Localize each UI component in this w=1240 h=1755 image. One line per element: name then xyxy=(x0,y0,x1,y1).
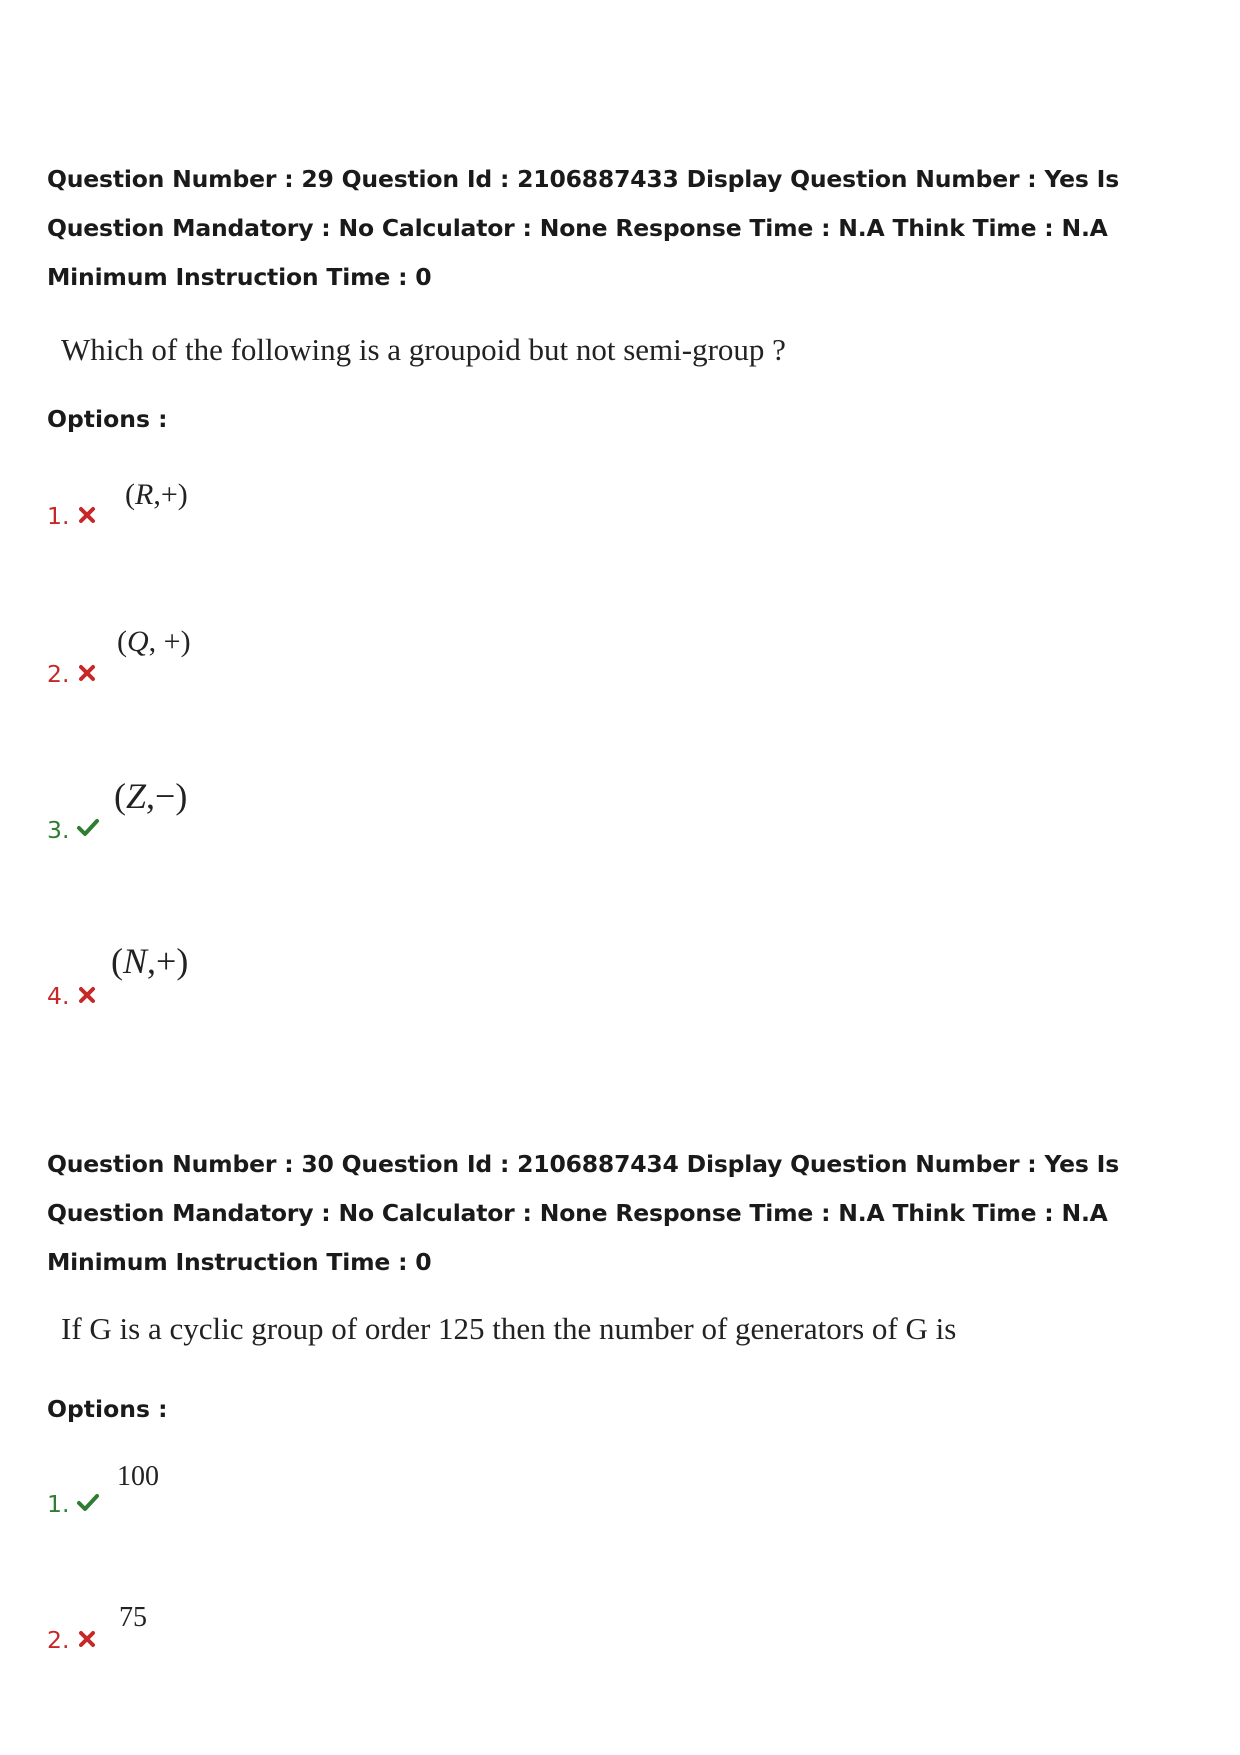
q29-option-1-value: (R,+) xyxy=(125,478,188,511)
cross-icon xyxy=(77,1629,97,1649)
q29-option-3-value: (Z,−) xyxy=(114,776,188,816)
question-30-header: Question Number : 30 Question Id : 2106887434 Display Question Number : Yes Is Question Mandatory : No Calculator : None Response Time : N.A Think Time : N.A Minimum Instruction Time : 0 xyxy=(47,1150,1119,1276)
q29-option-4-op: + xyxy=(156,941,177,981)
q29-option-3-op: − xyxy=(155,776,176,816)
q29-option-2-number: 2. xyxy=(47,660,70,688)
q29-option-1-op: + xyxy=(160,478,178,511)
question-30-text: If G is a cyclic group of order 125 then the number of generators of G is xyxy=(61,1311,957,1346)
check-icon xyxy=(76,1493,100,1513)
question-29-text: Which of the following is a groupoid but not semi-group ? xyxy=(61,332,786,367)
q29-option-2-set: Q xyxy=(127,625,149,658)
question-29-header: Question Number : 29 Question Id : 2106887433 Display Question Number : Yes Is Question Mandatory : No Calculator : None Response Time : N.A Think Time : N.A Minimum Instruction Time : 0 xyxy=(47,165,1119,291)
q30-option-1-number: 1. xyxy=(47,1490,70,1518)
q29-option-3-set: Z xyxy=(126,776,147,816)
q29-option-4-set: N xyxy=(123,941,148,981)
q30-option-2-number: 2. xyxy=(47,1626,70,1654)
q29-option-4-number: 4. xyxy=(47,982,70,1010)
q29-option-3-number: 3. xyxy=(47,816,70,844)
q29-option-2-value: (Q, +) xyxy=(117,625,191,658)
q30-option-1-value: 100 xyxy=(117,1461,159,1492)
q30-option-2-value: 75 xyxy=(119,1602,147,1633)
check-icon xyxy=(76,818,100,838)
q29-option-2-op: + xyxy=(163,625,181,658)
q29-option-4-value: (N,+) xyxy=(111,941,189,981)
cross-icon xyxy=(77,985,97,1005)
cross-icon xyxy=(77,663,97,683)
q29-option-1-set: R xyxy=(135,478,154,511)
cross-icon xyxy=(77,505,97,525)
question-30-options-label: Options : xyxy=(47,1395,168,1423)
question-29-options-label: Options : xyxy=(47,405,168,433)
q29-option-1-number: 1. xyxy=(47,502,70,530)
